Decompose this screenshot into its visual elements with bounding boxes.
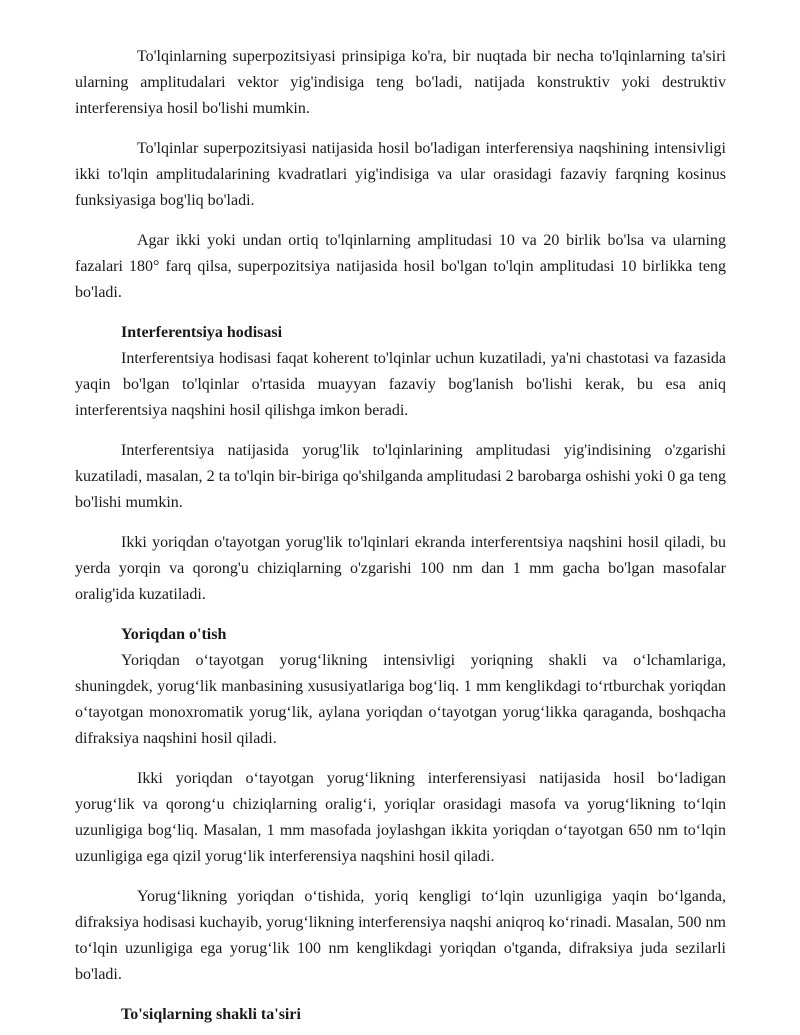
paragraph-amplitude-change: Interferentsiya natijasida yorug'lik to'lqinlarining amplitudasi yig'indisining o'zgarishi kuzatiladi, masalan, 2 ta to'lqin bir-biriga qo'shilganda amplitudasi 2 barobarga oshishi yoki 0 ga teng bo'lishi mumkin. <box>75 442 726 511</box>
section-interference <box>75 320 726 608</box>
heading-interference: Interferentsiya hodisasi <box>121 324 283 341</box>
section-obstacle-shape <box>75 1002 726 1028</box>
paragraph-coherent-waves: Interferentsiya hodisasi faqat koherent to'lqinlar uchun kuzatiladi, ya'ni chastotasi va fazasida yaqin bo'lgan to'lqinlar o'rtasida muayyan fazaviy bog'lanish bo'lishi kerak, bu esa aniq interferentsiya naqshini hosil qilishga imkon beradi. <box>75 350 726 419</box>
paragraph-amplitude-example: Agar ikki yoki undan ortiq to'lqinlarning amplitudasi 10 va 20 birlik bo'lsa va ularning fazalari 180° farq qilsa, superpozitsiya natijasida hosil bo'lgan to'lqin amplitudasi 10 birlikka teng bo'ladi. <box>75 232 726 301</box>
paragraph-diffraction-width: Yorug‘likning yoriqdan o‘tishida, yoriq kengligi to‘lqin uzunligiga yaqin bo‘lganda, difraksiya hodisasi kuchayib, yorug‘likning interferensiya naqshi aniqroq ko‘rinadi. Masalan, 500 nm to‘lqin uzunligiga ega yorug‘lik 100 nm kenglikdagi yoriqdan o'tganda, difraksiya juda sezilarli bo'ladi. <box>75 888 726 983</box>
document-page <box>75 44 726 1028</box>
paragraph-slit-intensity: Yoriqdan o‘tayotgan yorug‘likning intensivligi yoriqning shakli va o‘lchamlariga, shuningdek, yorug‘lik manbasining xususiyatlariga bog‘liq. 1 mm kenglikdagi to‘rtburchak yoriqdan o‘tayotgan monoxromatik yorug‘lik, aylana yoriqdan o‘tayotgan yorug‘likka qaraganda, boshqacha difraksiya naqshini hosil qiladi. <box>75 652 726 747</box>
section-slit-passage <box>75 622 726 988</box>
heading-slit-passage: Yoriqdan o'tish <box>121 626 227 643</box>
paragraph-interference-intensity: To'lqinlar superpozitsiyasi natijasida hosil bo'ladigan interferensiya naqshining intensivligi ikki to'lqin amplitudalarining kvadratlari yig'indisiga va ular orasidagi fazaviy farqning kosinus funksiyasiga bog'liq bo'ladi. <box>75 140 726 209</box>
heading-obstacle-shape: To'siqlarning shakli ta'siri <box>121 1006 301 1023</box>
paragraph-superposition-principle: To'lqinlarning superpozitsiyasi prinsipiga ko'ra, bir nuqtada bir necha to'lqinlarning ta'siri ularning amplitudalari vektor yig'indisiga teng bo'ladi, natijada konstruktiv yoki destruktiv interferensiya hosil bo'lishi mumkin. <box>75 48 726 117</box>
paragraph-double-slit: Ikki yoriqdan o'tayotgan yorug'lik to'lqinlari ekranda interferentsiya naqshini hosil qiladi, bu yerda yorqin va qorong'u chiziqlarning o'zgarishi 100 nm dan 1 mm gacha bo'lgan masofalar oralig'ida kuzatiladi. <box>75 534 726 603</box>
paragraph-fringe-spacing: Ikki yoriqdan o‘tayotgan yorug‘likning interferensiyasi natijasida hosil bo‘ladigan yorug‘lik va qorong‘u chiziqlarning oralig‘i, yoriqlar orasidagi masofa va yorug‘likning to‘lqin uzunligiga bog‘liq. Masalan, 1 mm masofada joylashgan ikkita yoriqdan o‘tayotgan 650 nm to‘lqin uzunligiga ega qizil yorug‘lik interferensiya naqshini hosil qiladi. <box>75 770 726 865</box>
